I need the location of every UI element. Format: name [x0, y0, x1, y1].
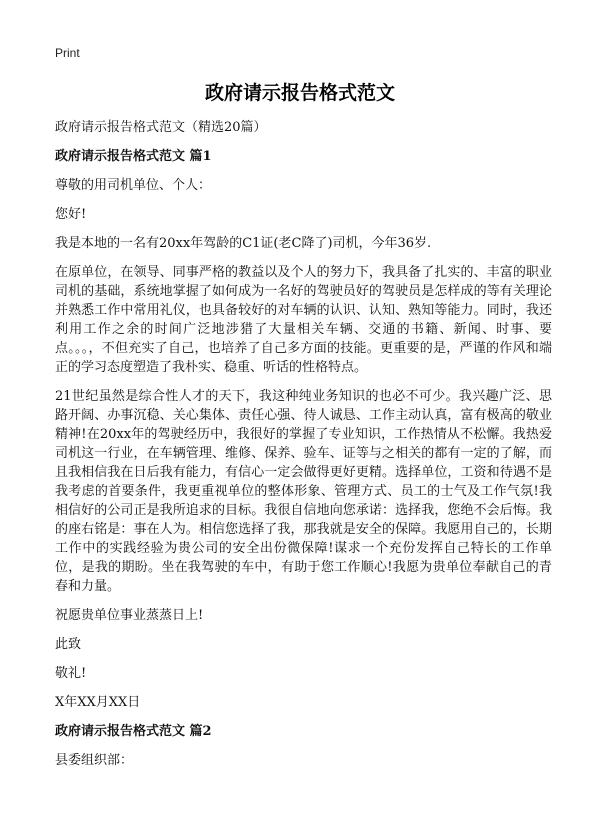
- intro-paragraph: 我是本地的一名有20xx年驾龄的C1证(老C降了)司机，今年36岁.: [55, 236, 432, 251]
- salutation-2: 县委组织部：: [55, 753, 134, 768]
- page-title: 政府请示报告格式范文: [204, 82, 395, 104]
- document-body: [55, 118, 552, 780]
- section-heading-1: 政府请示报告格式范文 篇1: [55, 149, 212, 164]
- salutation: 尊敬的用司机单位、个人：: [55, 178, 212, 193]
- document-subtitle: 政府请示报告格式范文（精选20篇）: [55, 120, 267, 135]
- closing-line-1: 此致: [55, 637, 82, 652]
- body-paragraph-2: 21世纪虽然是综合性人才的天下，我这种纯业务知识的也必不可少。我兴趣广泛、思路开阔、办事沉稳、关心集体、责任心强、待人诚恳、工作主动认真，富有极高的敬业精神!在20xx年的驾驶经历中，我很好的掌握了专业知识，工作热情从不松懈。我热爱司机这一行业，在车辆管理、维修、保养、验车、证等与之相关的都有一定的了解，而且我相信我在日后我有能力，有信心一定会做得更好更精。选择单位，工资和待遇不是我考虑的首要条件，我更重视单位的整体形象、管理方式、员工的士气及工作气氛!我相信好的公司正是我所追求的目标。我很自信地向您承诺：选择我，您绝不会后悔。我的座右铭是：事在人为。相信您选择了我，那我就是安全的保障。我愿用自己的，长期工作中的实践经验为贵公司的安全出份微保障!谋求一个充份发挥自己特长的工作单位，是我的期盼。坐在我驾驶的车中，有助于您工作顺心!我愿为贵单位奉献自己的青春和力量。: [55, 389, 552, 594]
- body-paragraph-1: 在原单位，在领导、同事严格的教益以及个人的努力下，我具备了扎实的、丰富的职业司机的基础，系统地掌握了如何成为一名好的驾驶员好的驾驶员是怎样成的等有关理论并熟悉工作中常用礼仪，也具备较好的对车辆的认识、认知、熟知等能力。同时，我还利用工作之余的时间广泛地涉猎了大量相关车辆、交通的书籍、新闻、时事、要点。。。，不但充实了自己，也培养了自己多方面的技能。更重要的是，严谨的作风和端正的学习态度塑造了我朴实、稳重、听话的性格特点。: [55, 265, 552, 375]
- section-heading-2: 政府请示报告格式范文 篇2: [55, 724, 212, 739]
- closing-wish: 祝愿贵单位事业蒸蒸日上!: [55, 608, 204, 623]
- closing-line-2: 敬礼!: [55, 666, 87, 681]
- print-label: Print: [55, 46, 80, 60]
- greeting: 您好!: [55, 207, 87, 222]
- signature-date: X年XX月XX日: [55, 695, 141, 710]
